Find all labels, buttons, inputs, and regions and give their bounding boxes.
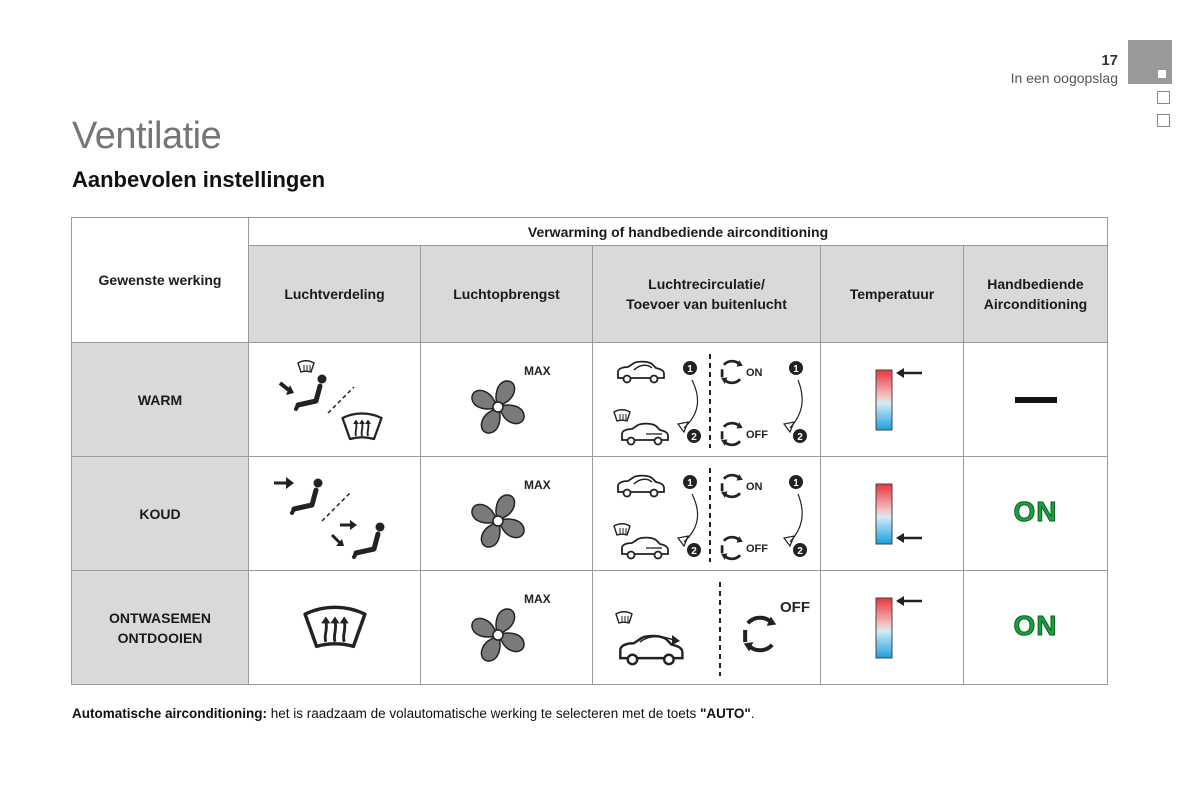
header-manual-ac-line1: Handbediende [987, 276, 1084, 292]
header-recirculation-line1: Luchtrecirculatie/ [648, 276, 765, 292]
row-label-warm: WARM [72, 343, 249, 457]
recirc-off-label: OFF [745, 542, 768, 555]
page-number: 17 [1101, 52, 1118, 69]
table-row [72, 457, 1108, 571]
footnote-end: . [750, 706, 755, 721]
table-row [72, 571, 1108, 685]
temperature-cell [821, 343, 964, 457]
distribution-cell [249, 571, 421, 685]
recirculation-icon [602, 350, 812, 450]
page-title: Ventilatie [72, 115, 222, 157]
temperature-arrow-icon [896, 368, 922, 378]
chapter-tab-3[interactable] [1157, 114, 1170, 127]
svg-text:1: 1 [686, 477, 693, 489]
fan-icon [452, 583, 562, 673]
air-distribution-face-feet-icon [270, 469, 400, 559]
svg-text:1: 1 [792, 477, 799, 489]
flow-cell [421, 571, 593, 685]
header-desired-operation: Gewenste werking [72, 218, 249, 343]
temperature-cell [821, 571, 964, 685]
ac-off-dash [1015, 397, 1057, 403]
ac-cell [964, 457, 1108, 571]
recirculation-icon [602, 578, 812, 678]
header-group: Verwarming of handbediende airconditioning [249, 218, 1108, 246]
chapter-tab-2[interactable] [1157, 91, 1170, 104]
recirculation-cell [593, 343, 821, 457]
ac-cell [964, 571, 1108, 685]
temperature-bar-icon [852, 360, 932, 440]
temperature-bar-icon [852, 588, 932, 668]
header-temperature: Temperatuur [821, 246, 964, 343]
row-label-demist [72, 571, 249, 685]
footnote-auto-key: "AUTO" [700, 706, 751, 721]
fan-icon [452, 469, 562, 559]
recirc-off-label: OFF [745, 428, 768, 441]
recirculation-cell [593, 571, 821, 685]
recirculation-cell [593, 457, 821, 571]
settings-table [71, 217, 1108, 685]
fan-max-label: MAX [523, 363, 551, 378]
distribution-cell [249, 343, 421, 457]
chapter-tab-active[interactable] [1128, 40, 1172, 84]
ac-on-label: ON [1013, 495, 1058, 527]
section-name: In een oogopslag [1010, 70, 1118, 86]
row-label-demist-line2: ONTDOOIEN [117, 629, 203, 646]
row-label-cold: KOUD [72, 457, 249, 571]
recirc-off-label: OFF [779, 598, 810, 616]
svg-text:2: 2 [690, 431, 697, 443]
footnote-text: het is raadzaam de volautomatische werking te selecteren met de toets [267, 706, 700, 721]
fan-icon [452, 355, 562, 445]
temperature-bar-icon [852, 474, 932, 554]
flow-cell [421, 343, 593, 457]
temperature-cell [821, 457, 964, 571]
fan-max-label: MAX [523, 591, 551, 606]
header-manual-ac [964, 246, 1108, 343]
air-distribution-feet-windscreen-icon [270, 355, 400, 445]
footnote-label: Automatische airconditioning: [72, 706, 268, 721]
temperature-arrow-icon [896, 596, 922, 606]
recirc-on-label: ON [745, 480, 762, 493]
svg-text:2: 2 [796, 431, 803, 443]
table-row [72, 343, 1108, 457]
footnote [72, 706, 755, 721]
header-recirculation [593, 246, 821, 343]
svg-text:1: 1 [686, 363, 693, 375]
svg-text:1: 1 [792, 363, 799, 375]
chapter-tab-marker [1158, 70, 1166, 78]
svg-text:2: 2 [796, 545, 803, 557]
header-manual-ac-line2: Airconditioning [983, 296, 1088, 312]
svg-text:2: 2 [690, 545, 697, 557]
temperature-arrow-icon [896, 533, 922, 543]
page-subtitle: Aanbevolen instellingen [72, 167, 326, 192]
ac-on-label: ON [1013, 609, 1058, 641]
flow-cell [421, 457, 593, 571]
header-recirculation-line2: Toevoer van buitenlucht [626, 296, 787, 312]
recirc-on-label: ON [745, 366, 762, 379]
fan-max-label: MAX [523, 477, 551, 492]
header-air-distribution: Luchtverdeling [249, 246, 421, 343]
distribution-cell [249, 457, 421, 571]
row-label-demist-line1: ONTWASEMEN [109, 609, 211, 626]
recirculation-icon [602, 464, 812, 564]
header-air-flow: Luchtopbrengst [421, 246, 593, 343]
ac-cell [964, 343, 1108, 457]
windscreen-defrost-icon [285, 588, 385, 668]
